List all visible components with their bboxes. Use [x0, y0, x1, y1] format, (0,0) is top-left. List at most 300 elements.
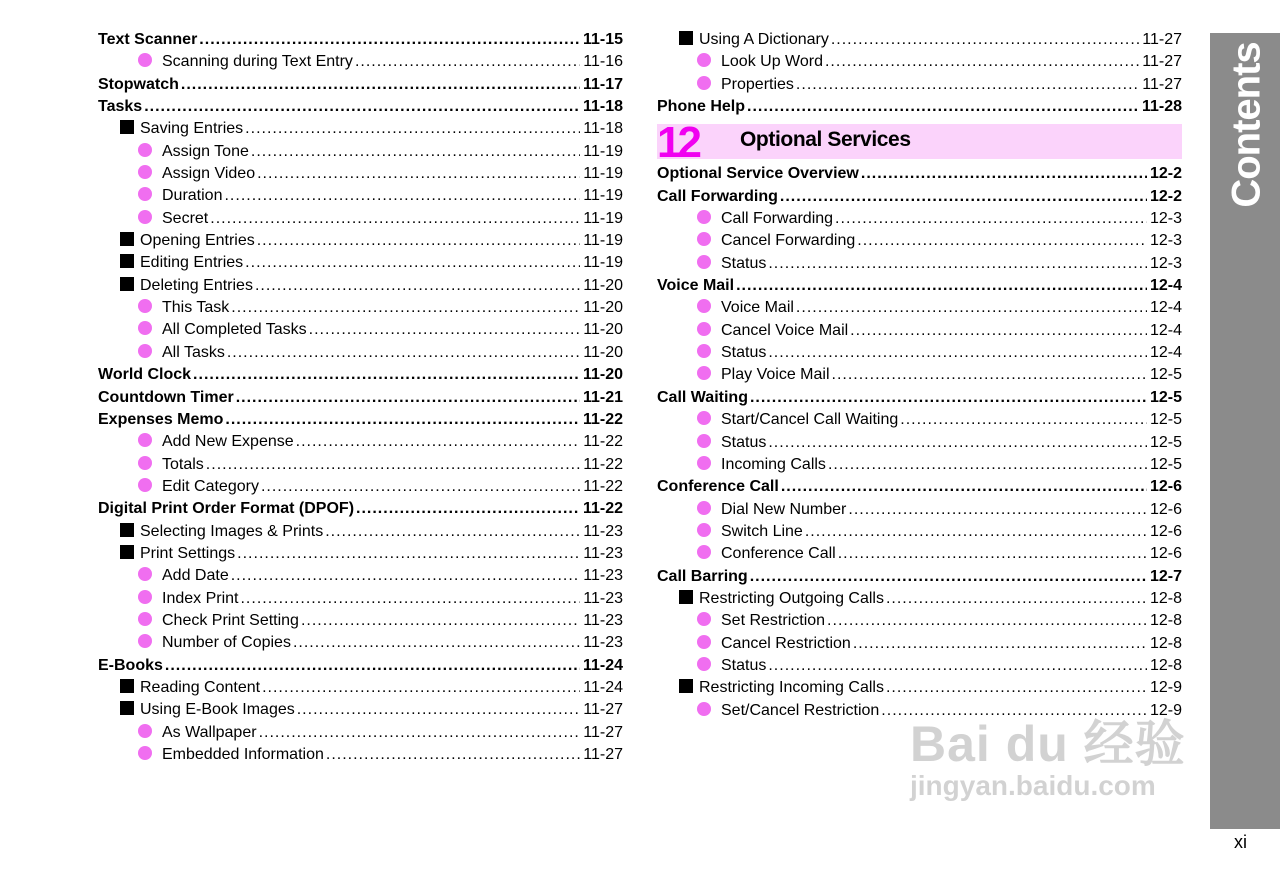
pink-circle-bullet-icon: [138, 634, 152, 648]
toc-entry: [98, 297, 623, 319]
toc-right-bottom-list: [657, 163, 1182, 722]
toc-entry-title: Number of Copies: [162, 634, 291, 652]
toc-entry-title: Deleting Entries: [140, 276, 253, 294]
section-number: 12: [657, 118, 698, 168]
black-square-bullet-icon: [120, 701, 134, 715]
dot-leader: [301, 610, 580, 632]
toc-entry: [657, 320, 1182, 342]
toc-entry: [98, 74, 623, 96]
toc-entry-page: 11-23: [583, 522, 623, 540]
toc-entry: [657, 677, 1182, 699]
toc-entry-page: 12-6: [1149, 500, 1182, 518]
toc-entry-title: Dial New Number: [721, 500, 847, 518]
black-square-bullet-icon: [120, 523, 134, 537]
toc-entry: [98, 252, 623, 274]
dot-leader: [257, 163, 580, 185]
toc-entry-page: 11-19: [583, 142, 623, 160]
dot-leader: [768, 655, 1147, 677]
toc-entry-page: 11-20: [583, 276, 623, 294]
pink-circle-bullet-icon: [697, 299, 711, 313]
toc-entry-title: Scanning during Text Entry: [162, 53, 353, 71]
toc-entry-page: 11-28: [1141, 98, 1182, 116]
watermark-logo: Bai du 经验: [910, 716, 1186, 772]
toc-entry-page: 11-17: [582, 75, 623, 93]
toc-entry: [98, 409, 623, 431]
toc-entry-title: Optional Service Overview: [657, 165, 859, 183]
toc-entry-page: 11-22: [583, 433, 623, 451]
black-square-bullet-icon: [120, 277, 134, 291]
black-square-bullet-icon: [120, 545, 134, 559]
toc-entry: [98, 319, 623, 341]
baidu-watermark: [910, 718, 1186, 802]
toc-entry-title: Add New Expense: [162, 433, 294, 451]
dot-leader: [825, 51, 1139, 73]
toc-entry-title: Status: [721, 344, 767, 362]
dot-leader: [886, 588, 1147, 610]
toc-entry-title: Call Waiting: [657, 388, 748, 406]
toc-entry: [657, 230, 1182, 252]
toc-entry: [98, 677, 623, 699]
dot-leader: [827, 610, 1147, 632]
toc-entry-page: 12-8: [1149, 612, 1182, 630]
toc-entry: [98, 163, 623, 185]
toc-entry-title: Stopwatch: [98, 75, 179, 93]
toc-entry-title: Set/Cancel Restriction: [721, 701, 880, 719]
toc-entry-page: 12-4: [1149, 321, 1182, 339]
toc-entry-title: Assign Tone: [162, 142, 249, 160]
toc-entry-page: 11-27: [1142, 75, 1182, 93]
toc-entry: [98, 342, 623, 364]
toc-entry: [657, 208, 1182, 230]
toc-entry-title: Print Settings: [140, 544, 236, 562]
toc-entry-page: 11-20: [583, 321, 623, 339]
dot-leader: [325, 521, 580, 543]
dot-leader: [231, 297, 580, 319]
page-number: xi: [1234, 832, 1247, 852]
toc-entry-title: World Clock: [98, 366, 192, 384]
dot-leader: [199, 29, 580, 51]
pink-circle-bullet-icon: [697, 501, 711, 515]
toc-entry-title: Voice Mail: [657, 277, 735, 295]
toc-entry: [657, 74, 1182, 96]
toc-entry: [98, 744, 623, 766]
toc-entry-title: Status: [721, 433, 767, 451]
pink-circle-bullet-icon: [138, 210, 152, 224]
pink-circle-bullet-icon: [138, 165, 152, 179]
toc-entry: [98, 454, 623, 476]
dot-leader: [848, 499, 1147, 521]
toc-entry-page: 11-22: [582, 500, 623, 518]
pink-circle-bullet-icon: [697, 612, 711, 626]
toc-entry-page: 11-18: [582, 98, 623, 116]
toc-entry: [98, 208, 623, 230]
dot-leader: [245, 118, 580, 140]
toc-entry: [657, 566, 1182, 588]
dot-leader: [240, 588, 580, 610]
dot-leader: [780, 186, 1147, 208]
toc-entry-page: 11-19: [583, 187, 623, 205]
toc-entry-page: 11-19: [583, 209, 623, 227]
toc-entry-page: 11-21: [582, 388, 623, 406]
toc-entry-page: 11-27: [583, 723, 623, 741]
toc-entry-page: 11-23: [583, 544, 623, 562]
dot-leader: [224, 185, 580, 207]
toc-entry-page: 12-5: [1149, 388, 1182, 406]
dot-leader: [210, 208, 580, 230]
dot-leader: [850, 320, 1147, 342]
toc-entry-page: 11-22: [583, 477, 623, 495]
toc-entry-title: Countdown Timer: [98, 388, 234, 406]
pink-circle-bullet-icon: [697, 411, 711, 425]
pink-circle-bullet-icon: [697, 322, 711, 336]
toc-entry: [657, 387, 1182, 409]
toc-entry-title: Switch Line: [721, 522, 803, 540]
black-square-bullet-icon: [679, 31, 693, 45]
pink-circle-bullet-icon: [697, 232, 711, 246]
toc-entry-page: 11-22: [582, 410, 623, 428]
toc-entry-page: 12-5: [1149, 411, 1182, 429]
dot-leader: [165, 655, 580, 677]
dot-leader: [831, 29, 1139, 51]
dot-leader: [296, 431, 581, 453]
toc-entry-page: 12-6: [1149, 478, 1182, 496]
toc-entry: [657, 521, 1182, 543]
dot-leader: [736, 275, 1147, 297]
toc-entry-title: Properties: [721, 75, 794, 93]
toc-entry-title: Cancel Voice Mail: [721, 321, 849, 339]
toc-entry-title: Call Barring: [657, 567, 748, 585]
dot-leader: [193, 364, 580, 386]
pink-circle-bullet-icon: [138, 321, 152, 335]
pink-circle-bullet-icon: [138, 478, 152, 492]
toc-entry-page: 12-4: [1149, 299, 1182, 317]
dot-leader: [356, 498, 580, 520]
dot-leader: [262, 677, 580, 699]
toc-entry: [657, 364, 1182, 386]
pink-circle-bullet-icon: [697, 255, 711, 269]
dot-leader: [236, 387, 580, 409]
dot-leader: [297, 699, 581, 721]
toc-entry-title: Play Voice Mail: [721, 366, 830, 384]
toc-entry-title: Digital Print Order Format (DPOF): [98, 500, 355, 518]
toc-entry: [98, 722, 623, 744]
black-square-bullet-icon: [120, 254, 134, 268]
toc-entry-title: Restricting Outgoing Calls: [699, 589, 884, 607]
toc-entry: [657, 432, 1182, 454]
toc-entry-title: Start/Cancel Call Waiting: [721, 411, 899, 429]
toc-entry-title: All Tasks: [162, 343, 225, 361]
toc-entry: [657, 476, 1182, 498]
toc-entry-title: Voice Mail: [721, 299, 794, 317]
black-square-bullet-icon: [120, 679, 134, 693]
dot-leader: [227, 342, 580, 364]
toc-entry-page: 11-23: [583, 589, 623, 607]
dot-leader: [781, 476, 1147, 498]
toc-entry-page: 12-9: [1149, 679, 1182, 697]
toc-entry-page: 12-8: [1149, 589, 1182, 607]
pink-circle-bullet-icon: [138, 187, 152, 201]
toc-entry-title: Edit Category: [162, 477, 259, 495]
toc-entry-page: 12-5: [1149, 433, 1182, 451]
black-square-bullet-icon: [120, 232, 134, 246]
toc-entry: [657, 633, 1182, 655]
watermark-url: jingyan.baidu.com: [910, 770, 1156, 801]
dot-leader: [255, 275, 580, 297]
toc-entry-page: 11-27: [1142, 53, 1182, 71]
pink-circle-bullet-icon: [138, 344, 152, 358]
toc-entry: [657, 186, 1182, 208]
pink-circle-bullet-icon: [138, 53, 152, 67]
dot-leader: [206, 454, 580, 476]
toc-entry: [98, 521, 623, 543]
black-square-bullet-icon: [679, 590, 693, 604]
pink-circle-bullet-icon: [138, 456, 152, 470]
toc-entry-page: 11-27: [583, 701, 623, 719]
toc-right-column: [657, 29, 1182, 722]
toc-entry-page: 12-6: [1149, 522, 1182, 540]
toc-entry: [657, 297, 1182, 319]
pink-circle-bullet-icon: [697, 635, 711, 649]
dot-leader: [832, 364, 1147, 386]
dot-leader: [796, 74, 1139, 96]
dot-leader: [853, 633, 1147, 655]
dot-leader: [828, 454, 1147, 476]
toc-entry-title: All Completed Tasks: [162, 321, 307, 339]
dot-leader: [245, 252, 580, 274]
toc-entry-page: 11-16: [583, 53, 623, 71]
toc-entry-page: 12-4: [1149, 277, 1182, 295]
dot-leader: [251, 141, 580, 163]
pink-circle-bullet-icon: [138, 590, 152, 604]
pink-circle-bullet-icon: [138, 143, 152, 157]
dot-leader: [900, 409, 1147, 431]
toc-entry: [657, 253, 1182, 275]
pink-circle-bullet-icon: [138, 299, 152, 313]
toc-entry-page: 11-20: [583, 343, 623, 361]
toc-entry-page: 12-2: [1149, 187, 1182, 205]
toc-entry: [98, 565, 623, 587]
dot-leader: [259, 722, 581, 744]
toc-entry-page: 12-3: [1149, 210, 1182, 228]
toc-entry: [98, 431, 623, 453]
dot-leader: [181, 74, 580, 96]
toc-entry-page: 12-5: [1149, 366, 1182, 384]
dot-leader: [237, 543, 580, 565]
toc-entry: [657, 275, 1182, 297]
toc-entry: [657, 454, 1182, 476]
toc-entry: [98, 588, 623, 610]
toc-entry-page: 11-20: [583, 299, 623, 317]
dot-leader: [293, 632, 580, 654]
toc-entry: [657, 655, 1182, 677]
dot-leader: [309, 319, 581, 341]
toc-entry-title: This Task: [162, 299, 230, 317]
dot-leader: [231, 565, 581, 587]
toc-entry-page: 11-19: [583, 254, 623, 272]
toc-entry-page: 12-8: [1149, 634, 1182, 652]
pink-circle-bullet-icon: [138, 724, 152, 738]
black-square-bullet-icon: [120, 120, 134, 134]
toc-entry: [98, 118, 623, 140]
dot-leader: [768, 253, 1147, 275]
toc-entry-title: Look Up Word: [721, 53, 823, 71]
dot-leader: [326, 744, 580, 766]
dot-leader: [796, 297, 1147, 319]
toc-entry-title: Secret: [162, 209, 209, 227]
toc-entry-title: Set Restriction: [721, 612, 826, 630]
pink-circle-bullet-icon: [138, 612, 152, 626]
dot-leader: [747, 96, 1139, 118]
toc-entry-title: Reading Content: [140, 678, 261, 696]
toc-entry-title: Tasks: [98, 98, 143, 116]
toc-left-column: [98, 29, 623, 766]
toc-entry-page: 12-4: [1149, 344, 1182, 362]
dot-leader: [857, 230, 1147, 252]
toc-entry: [98, 51, 623, 73]
dot-leader: [750, 387, 1147, 409]
toc-entry-page: 12-2: [1149, 165, 1182, 183]
dot-leader: [861, 163, 1147, 185]
toc-entry-page: 12-6: [1149, 545, 1182, 563]
dot-leader: [835, 208, 1147, 230]
toc-entry-page: 11-27: [1142, 31, 1182, 48]
dot-leader: [768, 342, 1147, 364]
toc-entry-page: 11-20: [582, 366, 623, 384]
dot-leader: [355, 51, 580, 73]
pink-circle-bullet-icon: [697, 702, 711, 716]
toc-entry: [98, 141, 623, 163]
pink-circle-bullet-icon: [697, 545, 711, 559]
pink-circle-bullet-icon: [697, 523, 711, 537]
toc-entry-title: Editing Entries: [140, 254, 244, 272]
toc-entry-title: Status: [721, 254, 767, 272]
toc-entry: [657, 409, 1182, 431]
dot-leader: [838, 543, 1147, 565]
dot-leader: [225, 409, 580, 431]
toc-entry-page: 12-3: [1149, 232, 1182, 250]
toc-entry-title: Selecting Images & Prints: [140, 522, 324, 540]
toc-entry-title: E-Books: [98, 656, 163, 674]
toc-entry-title: Expenses Memo: [98, 410, 224, 428]
toc-entry-page: 12-7: [1149, 567, 1182, 585]
toc-entry: [98, 476, 623, 498]
toc-entry-title: Call Forwarding: [657, 187, 778, 205]
pink-circle-bullet-icon: [138, 433, 152, 447]
pink-circle-bullet-icon: [697, 366, 711, 380]
pink-circle-bullet-icon: [697, 657, 711, 671]
toc-entry: [657, 51, 1182, 73]
toc-entry: [98, 632, 623, 654]
toc-entry-title: Saving Entries: [140, 120, 244, 138]
toc-entry: [657, 29, 1182, 51]
dot-leader: [144, 96, 580, 118]
toc-entry: [98, 543, 623, 565]
toc-entry-title: Text Scanner: [98, 31, 198, 48]
toc-entry-page: 11-24: [583, 678, 623, 696]
toc-entry-page: 11-19: [583, 232, 623, 250]
toc-entry-page: 11-18: [583, 120, 623, 138]
pink-circle-bullet-icon: [697, 456, 711, 470]
toc-entry-page: 11-23: [583, 611, 623, 629]
toc-entry-title: Check Print Setting: [162, 611, 299, 629]
toc-entry-title: Restricting Incoming Calls: [699, 679, 884, 697]
toc-entry: [98, 387, 623, 409]
toc-entry: [98, 610, 623, 632]
toc-entry-page: 11-19: [583, 165, 623, 183]
toc-entry: [657, 588, 1182, 610]
toc-entry-title: Incoming Calls: [721, 455, 826, 473]
toc-entry: [98, 364, 623, 386]
toc-entry-title: Assign Video: [162, 165, 256, 183]
toc-entry-title: Totals: [162, 455, 204, 473]
toc-entry-title: Cancel Forwarding: [721, 232, 856, 250]
toc-entry-title: As Wallpaper: [162, 723, 257, 741]
toc-entry-title: Using A Dictionary: [699, 31, 829, 48]
toc-entry: [98, 655, 623, 677]
toc-entry-title: Call Forwarding: [721, 210, 834, 228]
section-12-header: [657, 118, 1182, 168]
toc-entry-page: 11-24: [582, 656, 623, 674]
toc-entry-page: 11-27: [583, 746, 623, 763]
dot-leader: [750, 566, 1147, 588]
toc-entry: [98, 230, 623, 252]
toc-entry-title: Index Print: [162, 589, 239, 607]
toc-entry: [98, 96, 623, 118]
toc-right-top-list: [657, 29, 1182, 118]
dot-leader: [768, 432, 1147, 454]
toc-entry: [98, 699, 623, 721]
pink-circle-bullet-icon: [697, 53, 711, 67]
toc-entry: [657, 499, 1182, 521]
dot-leader: [257, 230, 581, 252]
dot-leader: [261, 476, 580, 498]
toc-entry-title: Conference Call: [721, 545, 836, 563]
pink-circle-bullet-icon: [697, 344, 711, 358]
toc-entry-title: Embedded Information: [162, 746, 324, 763]
toc-entry: [657, 163, 1182, 185]
toc-entry-title: Opening Entries: [140, 232, 255, 250]
dot-leader: [886, 677, 1147, 699]
pink-circle-bullet-icon: [697, 76, 711, 90]
pink-circle-bullet-icon: [697, 434, 711, 448]
toc-entry: [98, 275, 623, 297]
toc-entry-page: 12-9: [1149, 701, 1182, 719]
toc-entry-title: Conference Call: [657, 478, 779, 496]
toc-entry-page: 12-8: [1149, 656, 1182, 674]
contents-side-label: Contents: [1224, 42, 1269, 208]
dot-leader: [805, 521, 1147, 543]
toc-entry-page: 11-23: [583, 567, 623, 585]
toc-entry: [98, 185, 623, 207]
toc-entry-title: Cancel Restriction: [721, 634, 851, 652]
toc-entry-title: Add Date: [162, 567, 229, 585]
toc-entry: [657, 342, 1182, 364]
toc-entry-page: 11-15: [582, 31, 623, 48]
toc-entry-title: Phone Help: [657, 98, 746, 116]
toc-entry: [98, 29, 623, 51]
toc-entry: [657, 543, 1182, 565]
toc-entry-page: 11-22: [583, 455, 623, 473]
toc-entry-page: 12-5: [1149, 455, 1182, 473]
pink-circle-bullet-icon: [697, 210, 711, 224]
pink-circle-bullet-icon: [138, 567, 152, 581]
toc-entry-title: Using E-Book Images: [140, 701, 295, 719]
section-title: Optional Services: [740, 128, 911, 152]
toc-entry-page: 11-23: [583, 634, 623, 652]
toc-entry-page: 12-3: [1149, 254, 1182, 272]
toc-entry: [657, 610, 1182, 632]
toc-entry: [657, 96, 1182, 118]
